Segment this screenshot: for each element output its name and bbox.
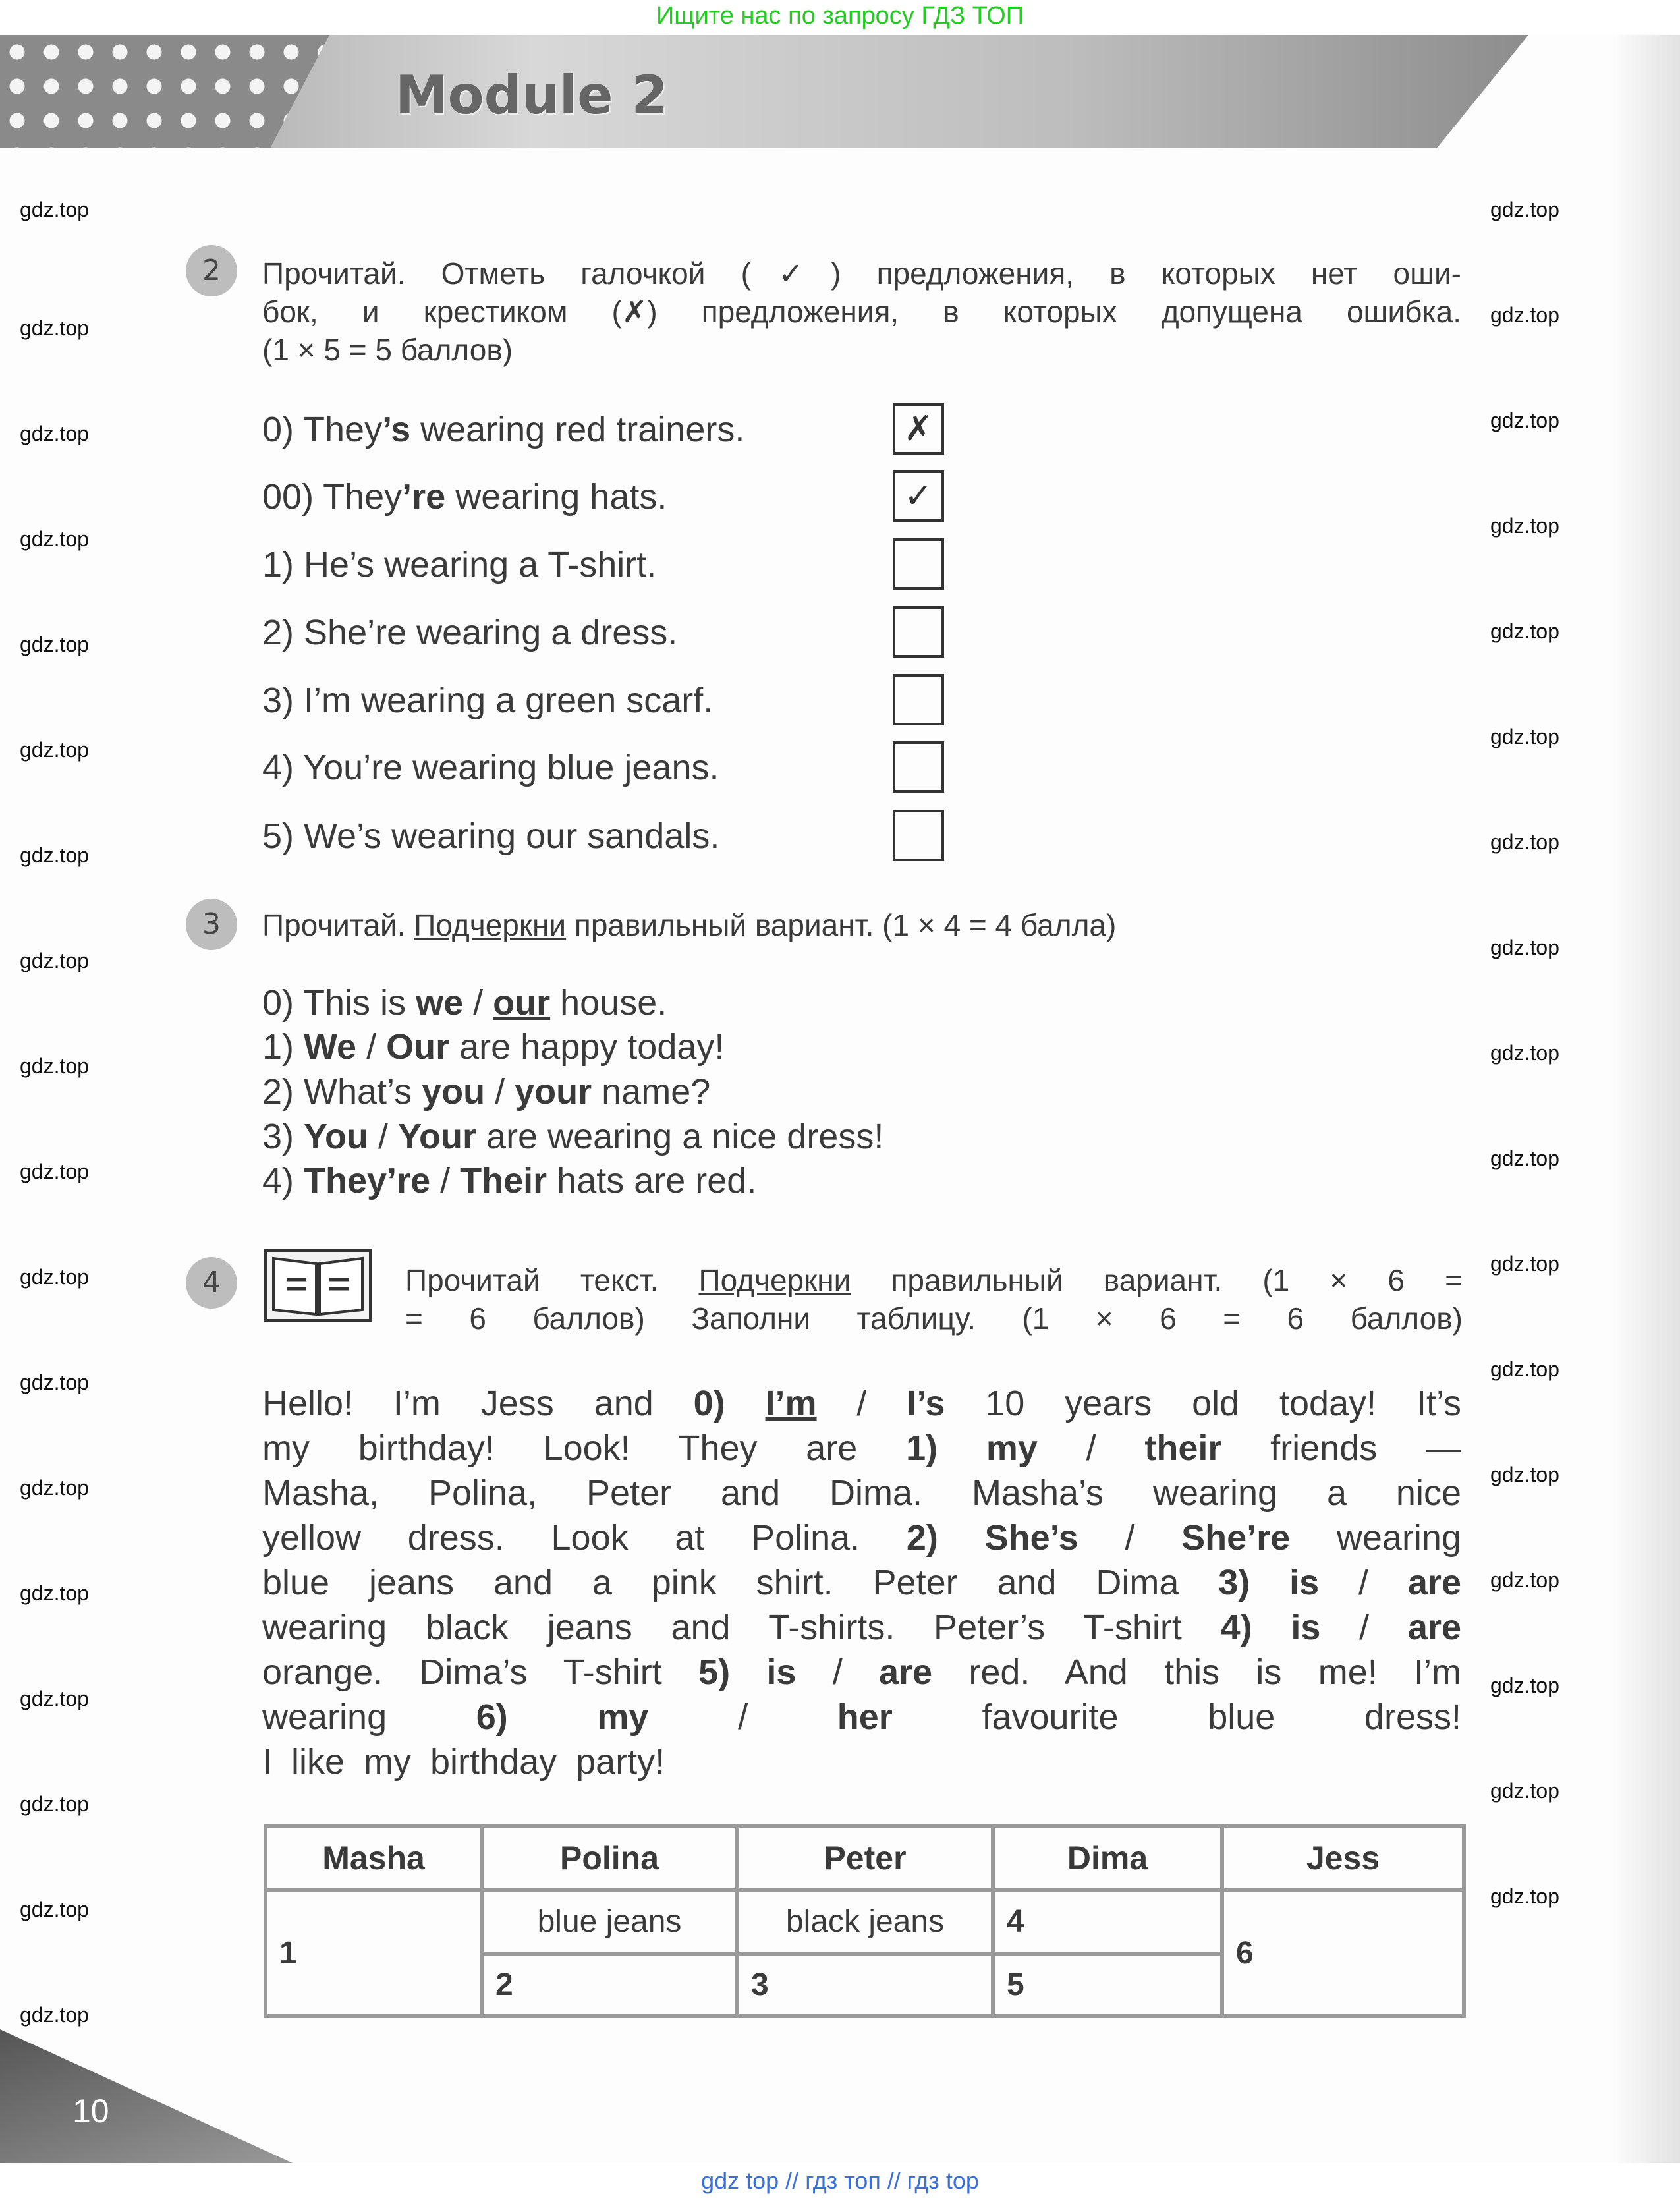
text-segment: 3) (262, 1117, 304, 1156)
text-segment: wearing (1290, 1518, 1461, 1558)
answer-option[interactable]: Our (386, 1027, 450, 1067)
sentence-item (262, 476, 667, 518)
answer-cell-dima-top[interactable]: 4 (993, 1890, 1222, 1954)
text-segment: wearing hats. (445, 477, 667, 517)
text-segment: We’s wearing our sandals. (294, 816, 720, 856)
text-segment: правильный вариант. (1 × 4 = 4 балла) (566, 908, 1117, 942)
answer-option[interactable]: You (304, 1117, 369, 1156)
instruction-line: (1 × 5 = 5 баллов) (262, 333, 513, 367)
watermark: gdz.top (20, 1054, 89, 1078)
text-segment: house. (550, 983, 667, 1023)
choice-item (262, 1026, 724, 1068)
answer-option[interactable]: your (515, 1072, 592, 1112)
watermark: gdz.top (1490, 1041, 1559, 1065)
text-segment: are wearing a nice dress! (476, 1117, 884, 1156)
answer-checkbox[interactable] (893, 741, 944, 793)
text-segment: red. And this is me! I’m (932, 1652, 1461, 1692)
answer-checkbox[interactable]: ✓ (893, 470, 944, 522)
watermark: gdz.top (20, 1370, 89, 1394)
answer-option[interactable]: She’re (1181, 1518, 1291, 1558)
watermark: gdz.top (20, 198, 89, 221)
watermark: gdz.top (20, 1898, 89, 1921)
item-label: 00) (262, 477, 314, 517)
answer-cell-masha[interactable]: 1 (266, 1890, 482, 2016)
answer-option[interactable]: 1) my (906, 1428, 1038, 1468)
watermark: gdz.top (20, 422, 89, 445)
text-segment: wearing red trainers. (410, 410, 745, 449)
answer-option[interactable]: Your (398, 1117, 477, 1156)
bottom-banner-note: gdz top // гдз топ // гдз top (0, 2163, 1680, 2198)
watermark: gdz.top (1490, 619, 1559, 643)
watermark: gdz.top (20, 949, 89, 972)
watermark: gdz.top (20, 738, 89, 762)
text-segment: are happy today! (449, 1027, 725, 1067)
sentence-item (262, 679, 713, 721)
top-banner-note: Ищите нас по запросу ГДЗ ТОП (0, 0, 1680, 34)
watermark: gdz.top (20, 1476, 89, 1500)
text-segment: / (1037, 1428, 1145, 1468)
watermark: gdz.top (20, 1792, 89, 1816)
answer-checkbox[interactable] (893, 606, 944, 658)
answer-checkbox[interactable] (893, 538, 944, 590)
answer-checkbox[interactable] (893, 810, 944, 861)
text-segment: / (368, 1117, 399, 1156)
watermark: gdz.top (1490, 1463, 1559, 1486)
text-line (262, 1472, 1461, 1514)
watermark: gdz.top (20, 527, 89, 551)
text-segment: She’re wearing a dress. (294, 613, 678, 652)
answer-cell-peter[interactable]: 3 (737, 1954, 993, 2017)
text-segment: my birthday! Look! They are (262, 1428, 907, 1468)
sentence-item (262, 611, 677, 654)
watermark: gdz.top (1490, 936, 1559, 959)
text-segment: favourite blue dress! (892, 1697, 1461, 1737)
watermark: gdz.top (20, 316, 89, 340)
text-segment: 4) (262, 1161, 304, 1200)
watermark: gdz.top (1490, 1252, 1559, 1276)
text-segment: / (816, 1384, 907, 1423)
answer-option: Подчеркни (698, 1263, 851, 1297)
text-line (262, 1606, 1461, 1648)
exercise-3-number: 3 (186, 899, 237, 950)
text-line (262, 1517, 1461, 1559)
watermark: gdz.top (1490, 409, 1559, 432)
text-segment: Masha, Polina, Peter and Dima. Masha’s wearing a nice (262, 1473, 1461, 1513)
watermark: gdz.top (20, 843, 89, 867)
text-line (262, 1427, 1461, 1469)
column-header-jess: Jess (1222, 1826, 1464, 1890)
watermark: gdz.top (1490, 1568, 1559, 1592)
text-segment: blue jeans and a pink shirt. Peter and Dima (262, 1563, 1219, 1602)
cell-peter-top: black jeans (737, 1890, 993, 1954)
choice-item (262, 1071, 710, 1113)
text-segment: 0) This is (262, 983, 416, 1023)
column-header-dima: Dima (993, 1826, 1222, 1890)
text-segment: 1) (262, 1027, 304, 1067)
item-label: 0) (262, 410, 294, 449)
choice-item (262, 1115, 883, 1158)
text-segment: wearing (262, 1697, 476, 1737)
sentence-item (262, 544, 656, 586)
instruction-line (405, 1300, 1463, 1337)
answer-option[interactable]: I’m (765, 1384, 817, 1423)
page-edge-shadow (1617, 35, 1680, 2163)
page-number: 10 (72, 2093, 109, 2129)
answer-option[interactable]: 6) my (476, 1697, 649, 1737)
module-title: Module 2 (395, 65, 668, 126)
answer-option: Подчеркни (414, 908, 567, 942)
watermark: gdz.top (20, 1265, 89, 1289)
text-line (262, 1382, 1461, 1424)
answer-option[interactable]: 0) (693, 1384, 766, 1423)
watermark: gdz.top (1490, 514, 1559, 538)
text-segment: / (463, 983, 493, 1023)
answer-option[interactable]: ’re (402, 477, 446, 517)
item-label: 5) (262, 816, 294, 856)
watermark: gdz.top (20, 1687, 89, 1710)
answer-option[interactable]: I’s (907, 1384, 945, 1423)
watermark: gdz.top (1490, 1884, 1559, 1908)
text-segment: / (648, 1697, 837, 1737)
text-segment: / (1320, 1608, 1408, 1647)
text-line (262, 1651, 1461, 1693)
column-header-peter: Peter (737, 1826, 993, 1890)
choice-item (262, 1160, 756, 1202)
watermark: gdz.top (1490, 1357, 1559, 1381)
sentence-item (262, 409, 744, 451)
text-segment: / (1078, 1518, 1182, 1558)
watermark: gdz.top (20, 1160, 89, 1183)
instruction-line (405, 1262, 1463, 1299)
cell-polina-top: blue jeans (482, 1890, 737, 1954)
instruction-line: Прочитай. Отметь галочкой (✓) предложения, в которых нет оши- (262, 256, 1461, 291)
text-segment: name? (592, 1072, 711, 1112)
watermark: gdz.top (20, 2003, 89, 2027)
item-label: 4) (262, 748, 294, 787)
text-segment: Прочитай. (262, 908, 414, 942)
text-segment: Прочитай текст. (405, 1263, 699, 1297)
text-segment: I like my birthday party! (262, 1742, 665, 1782)
text-segment: / (356, 1027, 387, 1067)
watermark: gdz.top (20, 1581, 89, 1605)
answer-option[interactable]: are (1407, 1608, 1461, 1647)
answer-option[interactable]: you (422, 1072, 486, 1112)
answer-cell-dima-bottom[interactable]: 5 (993, 1954, 1222, 2017)
item-label: 3) (262, 681, 294, 720)
item-label: 1) (262, 545, 294, 584)
text-segment: / (796, 1652, 879, 1692)
answer-option[interactable]: Their (460, 1161, 547, 1200)
watermark: gdz.top (1490, 830, 1559, 854)
text-segment: = 6 баллов) Заполни таблицу. (1 × 6 = 6 баллов) (405, 1301, 1463, 1336)
answer-option[interactable]: They’re (304, 1161, 431, 1200)
reading-book-icon (264, 1249, 372, 1322)
text-segment: They (294, 410, 383, 449)
item-label: 2) (262, 613, 294, 652)
answer-option[interactable]: 3) is (1218, 1563, 1320, 1602)
exercise-4-number: 4 (186, 1257, 237, 1309)
answer-checkbox[interactable] (893, 674, 944, 725)
column-header-masha: Masha (266, 1826, 482, 1890)
sentence-item (262, 815, 719, 857)
answer-table (264, 1824, 1466, 2018)
watermark: gdz.top (1490, 1674, 1559, 1697)
text-segment: He’s wearing a T-shirt. (294, 545, 657, 584)
text-segment: You’re wearing blue jeans. (294, 748, 719, 787)
watermark: gdz.top (1490, 303, 1559, 327)
text-segment: / (430, 1161, 461, 1200)
answer-option[interactable]: 4) is (1220, 1608, 1321, 1647)
text-segment: / (1319, 1563, 1408, 1602)
choice-item (262, 982, 667, 1024)
watermark: gdz.top (1490, 725, 1559, 748)
sentence-item (262, 747, 719, 789)
answer-option[interactable]: are (1407, 1563, 1461, 1602)
text-line (262, 1562, 1461, 1604)
text-segment: 10 years old today! It’s (945, 1384, 1461, 1423)
text-segment: / (485, 1072, 515, 1112)
text-segment: hats are red. (547, 1161, 757, 1200)
answer-checkbox[interactable]: ✗ (893, 403, 944, 455)
answer-option[interactable]: their (1144, 1428, 1222, 1468)
answer-option[interactable]: our (493, 983, 551, 1023)
text-segment: правильный вариант. (1 × 6 = (851, 1263, 1463, 1297)
text-segment: Hello! I’m Jess and (262, 1384, 694, 1423)
exercise-3-instruction (262, 904, 1116, 946)
exercise-2-instruction (262, 254, 1461, 369)
watermark: gdz.top (1490, 1779, 1559, 1803)
exercise-2-number: 2 (186, 245, 237, 296)
text-segment: orange. Dima’s T-shirt (262, 1652, 699, 1692)
answer-option[interactable]: 2) She’s (906, 1518, 1078, 1558)
watermark: gdz.top (20, 633, 89, 656)
answer-option[interactable]: are (879, 1652, 933, 1692)
text-segment: 2) What’s (262, 1072, 422, 1112)
answer-option[interactable]: We (304, 1027, 357, 1067)
text-segment: friends — (1221, 1428, 1461, 1468)
column-header-polina: Polina (482, 1826, 737, 1890)
text-segment: yellow dress. Look at Polina. (262, 1518, 907, 1558)
answer-option[interactable]: her (837, 1697, 893, 1737)
instruction-line: бок, и крестиком (✗) предложения, в которых допущена ошибка. (262, 295, 1461, 329)
text-line (262, 1696, 1461, 1738)
watermark: gdz.top (1490, 1146, 1559, 1170)
answer-cell-jess[interactable]: 6 (1222, 1890, 1464, 2016)
answer-option[interactable]: ’s (382, 410, 411, 449)
answer-option[interactable]: 5) is (698, 1652, 797, 1692)
text-segment: They (314, 477, 403, 517)
text-line (262, 1741, 1461, 1783)
text-segment: wearing black jeans and T-shirts. Peter’s T-shirt (262, 1608, 1221, 1647)
text-segment: I’m wearing a green scarf. (294, 681, 714, 720)
answer-option[interactable]: we (416, 983, 464, 1023)
answer-cell-polina[interactable]: 2 (482, 1954, 737, 2017)
watermark: gdz.top (1490, 198, 1559, 221)
